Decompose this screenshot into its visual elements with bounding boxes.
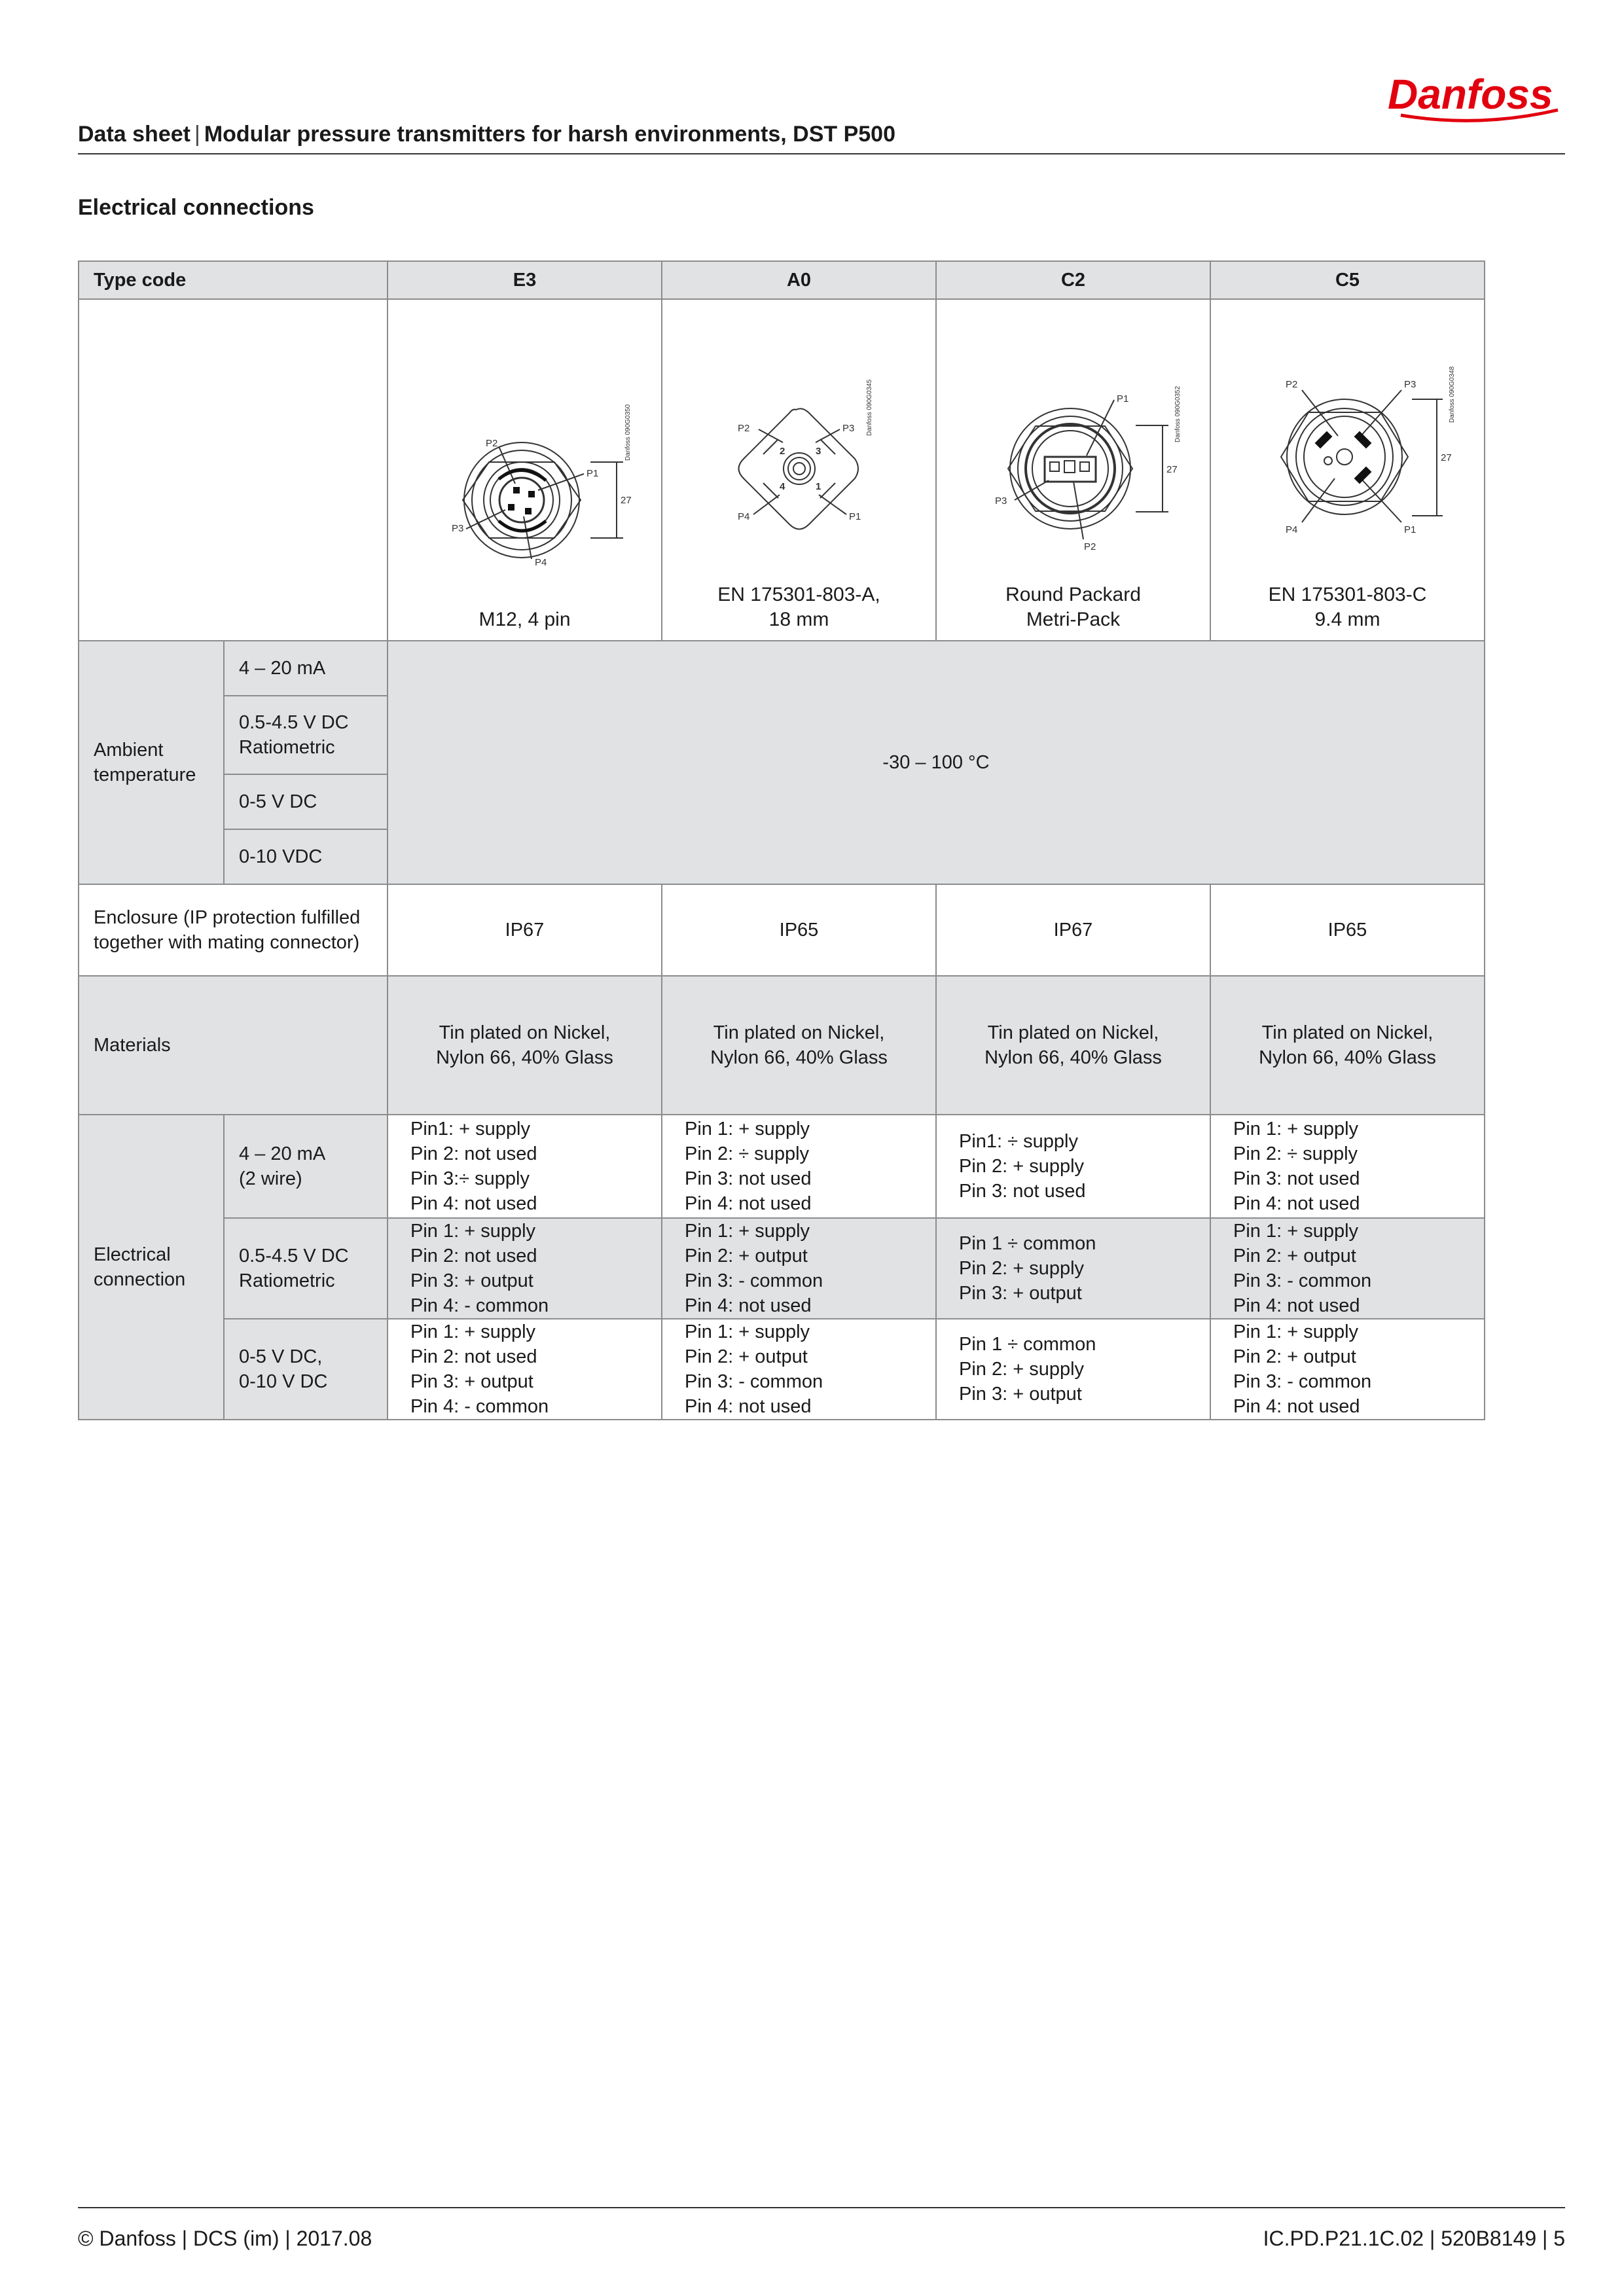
connector-caption-a0-line1: EN 175301-803-A, (717, 584, 880, 605)
footer-doc-ref: IC.PD.P21.1C.02 | 520B8149 | 5 (1263, 2227, 1565, 2250)
pin-line: Pin1: ÷ supply (959, 1131, 1078, 1152)
pinout-cell (1210, 1218, 1485, 1319)
pin-line: Pin 4: not used (1233, 1396, 1360, 1417)
pin-line: Pin 3: + output (410, 1270, 533, 1291)
enclosure-value-e3: IP67 (388, 884, 662, 976)
dimension-label: 27 (1440, 452, 1452, 463)
pin-line: Pin 3: - common (1233, 1270, 1372, 1291)
pin-line: Pin 1: + supply (1233, 1321, 1359, 1342)
pin-line: Pin 2: + output (1233, 1246, 1356, 1266)
pin-line: Pin 1 ÷ common (959, 1233, 1096, 1254)
pinout-cell (1210, 1115, 1485, 1218)
output-line: 0-10 V DC (239, 1371, 328, 1392)
output-line: Ratiometric (239, 1270, 335, 1291)
pin-line: Pin 2: not used (410, 1246, 537, 1266)
pin-line: Pin 1: + supply (410, 1221, 536, 1242)
pinout-cell (936, 1218, 1210, 1319)
table-header-row (79, 261, 1485, 299)
header-separator: | (194, 122, 200, 147)
drawing-id: Danfoss 090G0348 (1448, 366, 1456, 423)
pin-label: P1 (1403, 524, 1416, 535)
pin-number: 2 (779, 446, 785, 457)
drawing-id: Danfoss 090G0350 (624, 404, 632, 461)
pin-line: Pin 3: - common (1233, 1371, 1372, 1392)
pin-line: Pin 3: + output (410, 1371, 533, 1392)
materials-line: Tin plated on Nickel, (439, 1022, 611, 1043)
empty-label-cell (79, 299, 388, 641)
connector-caption-c2-line1: Round Packard (1005, 584, 1141, 605)
pin-line: Pin 1 ÷ common (959, 1334, 1096, 1355)
output-line: (2 wire) (239, 1168, 302, 1189)
output-line: 0.5-4.5 V DC (239, 1246, 349, 1266)
connector-caption-e3-line2: M12, 4 pin (478, 609, 571, 630)
pin-line: Pin 1: + supply (1233, 1221, 1359, 1242)
connector-cell-c5 (1210, 299, 1485, 641)
pinout-cell (388, 1218, 662, 1319)
materials-value-c2 (936, 976, 1210, 1115)
pin-line: Pin 2: ÷ supply (685, 1143, 810, 1164)
output-type: 0.5-4.5 V DC Ratiometric (224, 696, 388, 774)
materials-value-c5 (1210, 976, 1485, 1115)
type-code-label: Type code (79, 261, 388, 299)
packard-connector-drawing (949, 344, 1198, 580)
connector-drawing-row (79, 299, 1485, 641)
ambient-temperature-label: Ambient temperature (79, 641, 224, 884)
pin-line: Pin 4: not used (1233, 1193, 1360, 1214)
pin-number: 4 (779, 481, 785, 492)
connector-cell-c2 (936, 299, 1210, 641)
din-a-connector-drawing (675, 344, 924, 580)
pin-line: Pin 1: + supply (685, 1119, 810, 1139)
header-divider (78, 153, 1565, 154)
danfoss-logo (1381, 64, 1571, 130)
connector-cell-e3 (388, 299, 662, 641)
pin-line: Pin 3:÷ supply (410, 1168, 530, 1189)
materials-line: Nylon 66, 40% Glass (1259, 1047, 1436, 1068)
materials-line: Nylon 66, 40% Glass (710, 1047, 888, 1068)
pin-line: Pin 1: + supply (685, 1321, 810, 1342)
pin-line: Pin 3: not used (959, 1181, 1086, 1202)
pin-label: P3 (451, 523, 463, 534)
footer-divider (78, 2207, 1565, 2208)
pinout-cell (936, 1115, 1210, 1218)
materials-line: Tin plated on Nickel, (987, 1022, 1159, 1043)
din-c-connector-drawing (1223, 344, 1472, 580)
pin-label: P4 (534, 557, 547, 568)
pin-line: Pin 4: not used (685, 1396, 812, 1417)
type-code-c5: C5 (1210, 261, 1485, 299)
pin-line: Pin 1: + supply (410, 1321, 536, 1342)
doc-title: Modular pressure transmitters for harsh environments, DST P500 (204, 122, 896, 147)
connector-caption-c2-line2: Metri-Pack (1026, 609, 1121, 630)
section-title: Electrical connections (78, 195, 314, 220)
electrical-row-ratiometric (79, 1218, 1485, 1319)
pin-line: Pin 3: - common (685, 1270, 823, 1291)
pin-number: 1 (815, 481, 821, 492)
connector-caption-a0-line2: 18 mm (768, 609, 829, 630)
pin-line: Pin 1: + supply (1233, 1119, 1359, 1139)
output-type: 0-10 VDC (224, 829, 388, 884)
pin-label: P2 (1083, 541, 1096, 552)
pin-label: P1 (848, 511, 861, 522)
electrical-row-voltage (79, 1319, 1485, 1420)
doc-type: Data sheet (78, 122, 190, 147)
pinout-cell (662, 1319, 936, 1420)
enclosure-label: Enclosure (IP protection fulfilled together with mating connector) (79, 884, 388, 976)
pin-number: 3 (815, 446, 821, 457)
materials-line: Tin plated on Nickel, (1261, 1022, 1434, 1043)
type-code-e3: E3 (388, 261, 662, 299)
pin-label: P4 (737, 511, 749, 522)
type-code-c2: C2 (936, 261, 1210, 299)
footer-copyright: © Danfoss | DCS (im) | 2017.08 (78, 2227, 372, 2250)
pin-line: Pin 2: + supply (959, 1359, 1085, 1380)
ambient-temperature-value: -30 – 100 °C (388, 641, 1485, 884)
materials-row (79, 976, 1485, 1115)
drawing-id: Danfoss 090G0345 (865, 379, 873, 436)
pin-line: Pin 3: + output (959, 1283, 1082, 1304)
electrical-connection-label: Electrical connection (79, 1115, 224, 1420)
materials-value-e3 (388, 976, 662, 1115)
pinout-cell (662, 1218, 936, 1319)
m12-connector-drawing (401, 369, 649, 605)
pin-line: Pin 3: not used (685, 1168, 812, 1189)
pin-line: Pin 4: - common (410, 1396, 549, 1417)
type-code-a0: A0 (662, 261, 936, 299)
pin-line: Pin 2: + output (685, 1246, 808, 1266)
connector-caption-c5-line2: 9.4 mm (1314, 609, 1380, 630)
output-type: 4 – 20 mA (224, 641, 388, 696)
output-line: 4 – 20 mA (239, 1143, 326, 1164)
drawing-id: Danfoss 090G0352 (1174, 386, 1182, 442)
pin-line: Pin 2: + output (685, 1346, 808, 1367)
output-type: 0-5 V DC (224, 774, 388, 829)
pinout-cell (388, 1319, 662, 1420)
ambient-row-1 (79, 641, 1485, 696)
materials-line: Tin plated on Nickel, (713, 1022, 885, 1043)
pin-label: P4 (1285, 524, 1297, 535)
enclosure-value-c2: IP67 (936, 884, 1210, 976)
dimension-label: 27 (620, 495, 632, 506)
electrical-row-4-20ma (79, 1115, 1485, 1218)
electrical-output-type (224, 1218, 388, 1319)
pin-line: Pin 2: not used (410, 1143, 537, 1164)
pin-label: P2 (737, 423, 749, 434)
pin-line: Pin1: + supply (410, 1119, 530, 1139)
pin-line: Pin 4: not used (1233, 1295, 1360, 1316)
pin-label: P2 (485, 438, 497, 449)
pin-line: Pin 2: not used (410, 1346, 537, 1367)
dimension-label: 27 (1166, 464, 1178, 475)
pin-line: Pin 1: + supply (685, 1221, 810, 1242)
pin-label: P3 (842, 423, 854, 434)
pin-label: P1 (1116, 393, 1128, 404)
pinout-cell (1210, 1319, 1485, 1420)
pin-line: Pin 4: - common (410, 1295, 549, 1316)
materials-line: Nylon 66, 40% Glass (984, 1047, 1162, 1068)
connector-caption-c5-line1: EN 175301-803-C (1268, 584, 1427, 605)
pin-line: Pin 4: not used (685, 1295, 812, 1316)
electrical-output-type (224, 1319, 388, 1420)
pin-label: P3 (994, 495, 1007, 507)
pin-line: Pin 4: not used (410, 1193, 537, 1214)
enclosure-row (79, 884, 1485, 976)
output-line: 0-5 V DC, (239, 1346, 323, 1367)
materials-value-a0 (662, 976, 936, 1115)
pin-label: P3 (1403, 379, 1416, 390)
pinout-cell (662, 1115, 936, 1218)
pin-line: Pin 2: + output (1233, 1346, 1356, 1367)
connector-cell-a0 (662, 299, 936, 641)
logo-wordmark: Danfoss (1388, 71, 1553, 118)
pin-label: P2 (1285, 379, 1297, 390)
materials-label: Materials (79, 976, 388, 1115)
electrical-connections-table (78, 260, 1485, 1420)
materials-line: Nylon 66, 40% Glass (436, 1047, 613, 1068)
pin-line: Pin 2: ÷ supply (1233, 1143, 1358, 1164)
pin-line: Pin 4: not used (685, 1193, 812, 1214)
document-header (78, 122, 895, 147)
enclosure-value-a0: IP65 (662, 884, 936, 976)
pinout-cell (388, 1115, 662, 1218)
pin-line: Pin 2: + supply (959, 1156, 1085, 1177)
pinout-cell (936, 1319, 1210, 1420)
pin-line: Pin 3: + output (959, 1384, 1082, 1405)
enclosure-value-c5: IP65 (1210, 884, 1485, 976)
pin-line: Pin 2: + supply (959, 1258, 1085, 1279)
pin-label: P1 (586, 468, 598, 479)
electrical-output-type (224, 1115, 388, 1218)
pin-line: Pin 3: - common (685, 1371, 823, 1392)
pin-line: Pin 3: not used (1233, 1168, 1360, 1189)
